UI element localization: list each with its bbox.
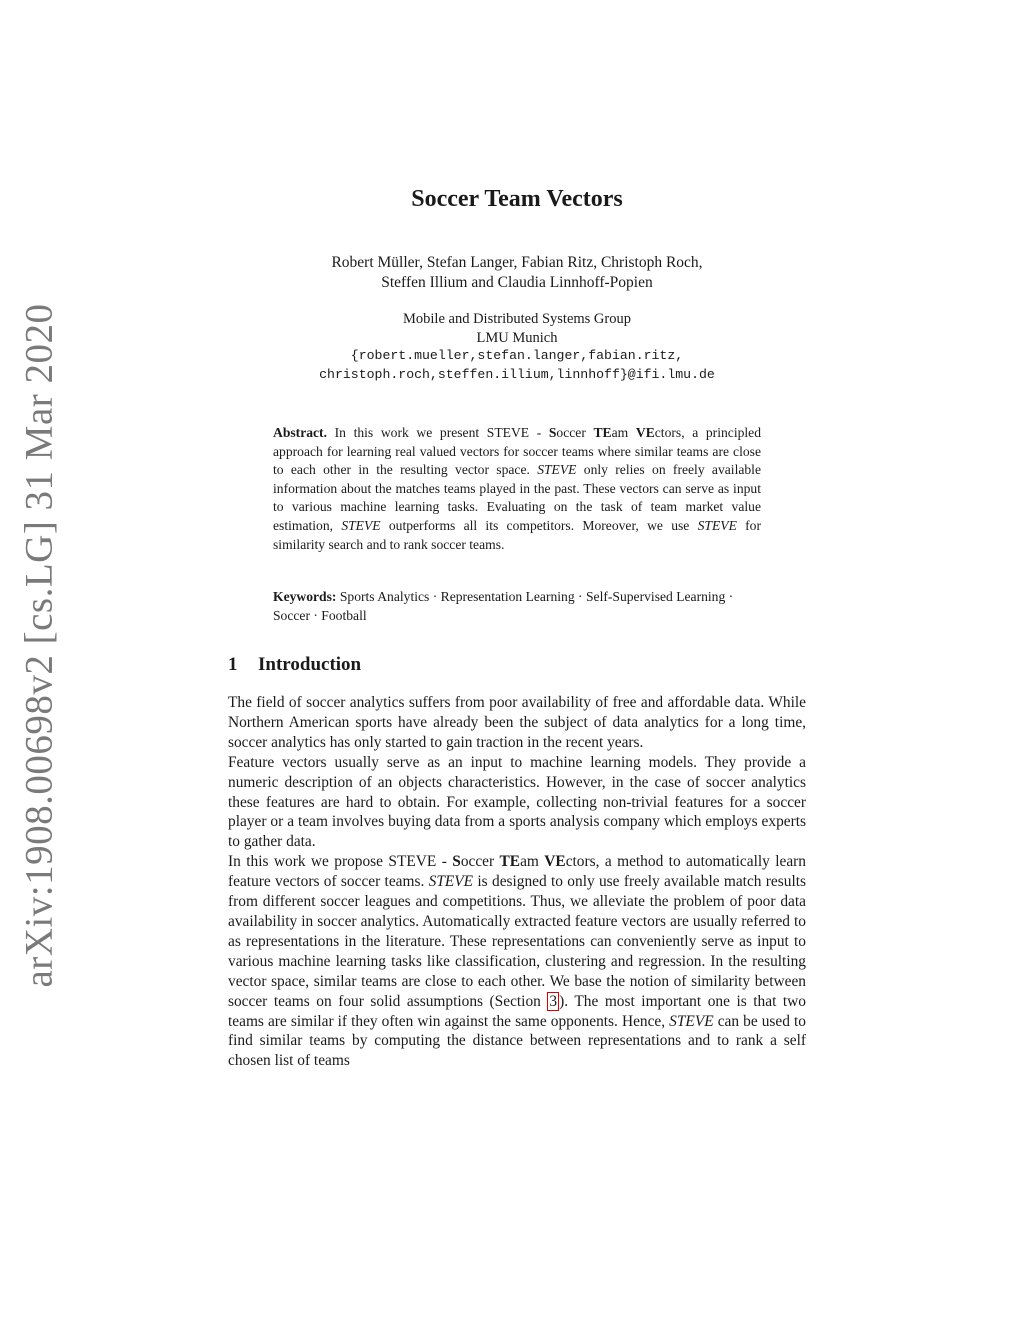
intro-paragraph-3: [228, 852, 806, 1071]
affiliation-university: LMU Munich: [476, 329, 558, 346]
affiliation-group: Mobile and Distributed Systems Group: [403, 311, 631, 327]
abstract-text: am: [611, 425, 636, 440]
keywords-label: Keywords:: [273, 589, 337, 604]
paragraph-text: occer: [460, 853, 500, 871]
affiliation-block: [228, 310, 806, 384]
abstract-text: for similarity search and to rank soccer teams.: [273, 517, 762, 552]
steve-italic: STEVE: [341, 517, 381, 533]
section-heading: [228, 654, 361, 676]
author-line-2: Steffen Illium and Claudia Linnhoff-Popien: [381, 274, 653, 291]
keywords: [273, 588, 761, 625]
acronym-s: S: [452, 853, 461, 871]
arxiv-identifier-text: arXiv:1908.00698v2 [cs.LG] 31 Mar 2020: [17, 302, 61, 988]
paragraph-text: am: [520, 853, 545, 871]
email-line-2: christoph.roch,steffen.illium,linnhoff}@ifi.lmu.de: [319, 366, 715, 382]
steve-italic: STEVE: [537, 462, 577, 478]
paragraph-text: is designed to only use freely available match results from different soccer leagues and competitions. Thus, we alleviate the problem of poor data availability in soccer analytics. Automatically extracted feature vectors are usually referred to as representations in the literature. These representations can conveniently serve as input to various machine learning tasks like classification, clustering and regression. In the resulting vector space, similar teams are close to each other. We base the notion of similarity between soccer teams on four solid assumptions (Section: [228, 873, 806, 1010]
section-number: 1: [228, 654, 238, 675]
paragraph-text: can be used to find similar teams by computing the distance between representations and to rank a self chosen list of teams: [228, 1012, 806, 1070]
paragraph-text: ctors, a method to automatically learn feature vectors of soccer teams.: [228, 853, 806, 891]
author-line-1: Robert Müller, Stefan Langer, Fabian Ritz, Christoph Roch,: [331, 254, 703, 271]
email-line-1: {robert.mueller,stefan.langer,fabian.ritz,: [350, 348, 684, 363]
paragraph-text: In this work we propose STEVE -: [228, 853, 453, 871]
paper-title: Soccer Team Vectors: [411, 186, 623, 212]
steve-italic: STEVE: [697, 517, 737, 533]
acronym-ve: VE: [635, 425, 655, 440]
steve-italic: STEVE: [428, 873, 474, 891]
abstract-label: Abstract.: [273, 425, 327, 440]
intro-paragraph-2: Feature vectors usually serve as an input to machine learning models. They provide a numeric description of an objects characteristics. However, in the case of soccer analytics these features are hard to obtain. For example, collecting non-trivial features for a soccer player or a team involves buying data from a sports analysis company which employs experts to gather data.: [228, 753, 806, 851]
arxiv-identifier-stamp: [8, 302, 70, 988]
intro-paragraph-1: The field of soccer analytics suffers from poor availability of free and affordable data. While Northern American sports have already been the subject of data analytics for a long time, soccer analytics has only started to gain traction in the recent years.: [228, 694, 806, 751]
acronym-te: TE: [499, 853, 521, 871]
keywords-text: Sports Analytics · Representation Learning · Self-Supervised Learning · Soccer · Football: [273, 589, 734, 623]
abstract-text: only relies on freely available information about the matches teams played in the past. These vectors can serve as input to various machine learning tasks. Evaluating on the task of team market value estimation,: [273, 462, 761, 533]
abstract: [273, 424, 761, 554]
acronym-s: S: [548, 425, 557, 440]
steve-italic: STEVE: [669, 1012, 714, 1030]
acronym-ve: VE: [544, 853, 566, 871]
abstract-text: ctors, a principled approach for learning real valued vectors for soccer teams where similar teams are close to each other in the resulting vector space.: [273, 425, 761, 478]
abstract-text: outperforms all its competitors. Moreover, we use: [380, 517, 698, 533]
section-reference-link[interactable]: 3: [549, 992, 558, 1010]
acronym-te: TE: [593, 425, 612, 440]
introduction-body: [228, 693, 806, 1071]
paragraph-text: ). The most important one is that two teams are similar if they often win against the same opponents. Hence,: [228, 992, 806, 1030]
abstract-text: occer: [556, 425, 594, 440]
section-title: Introduction: [258, 654, 362, 675]
author-list: [228, 253, 806, 293]
abstract-text: In this work we present STEVE -: [326, 425, 549, 440]
